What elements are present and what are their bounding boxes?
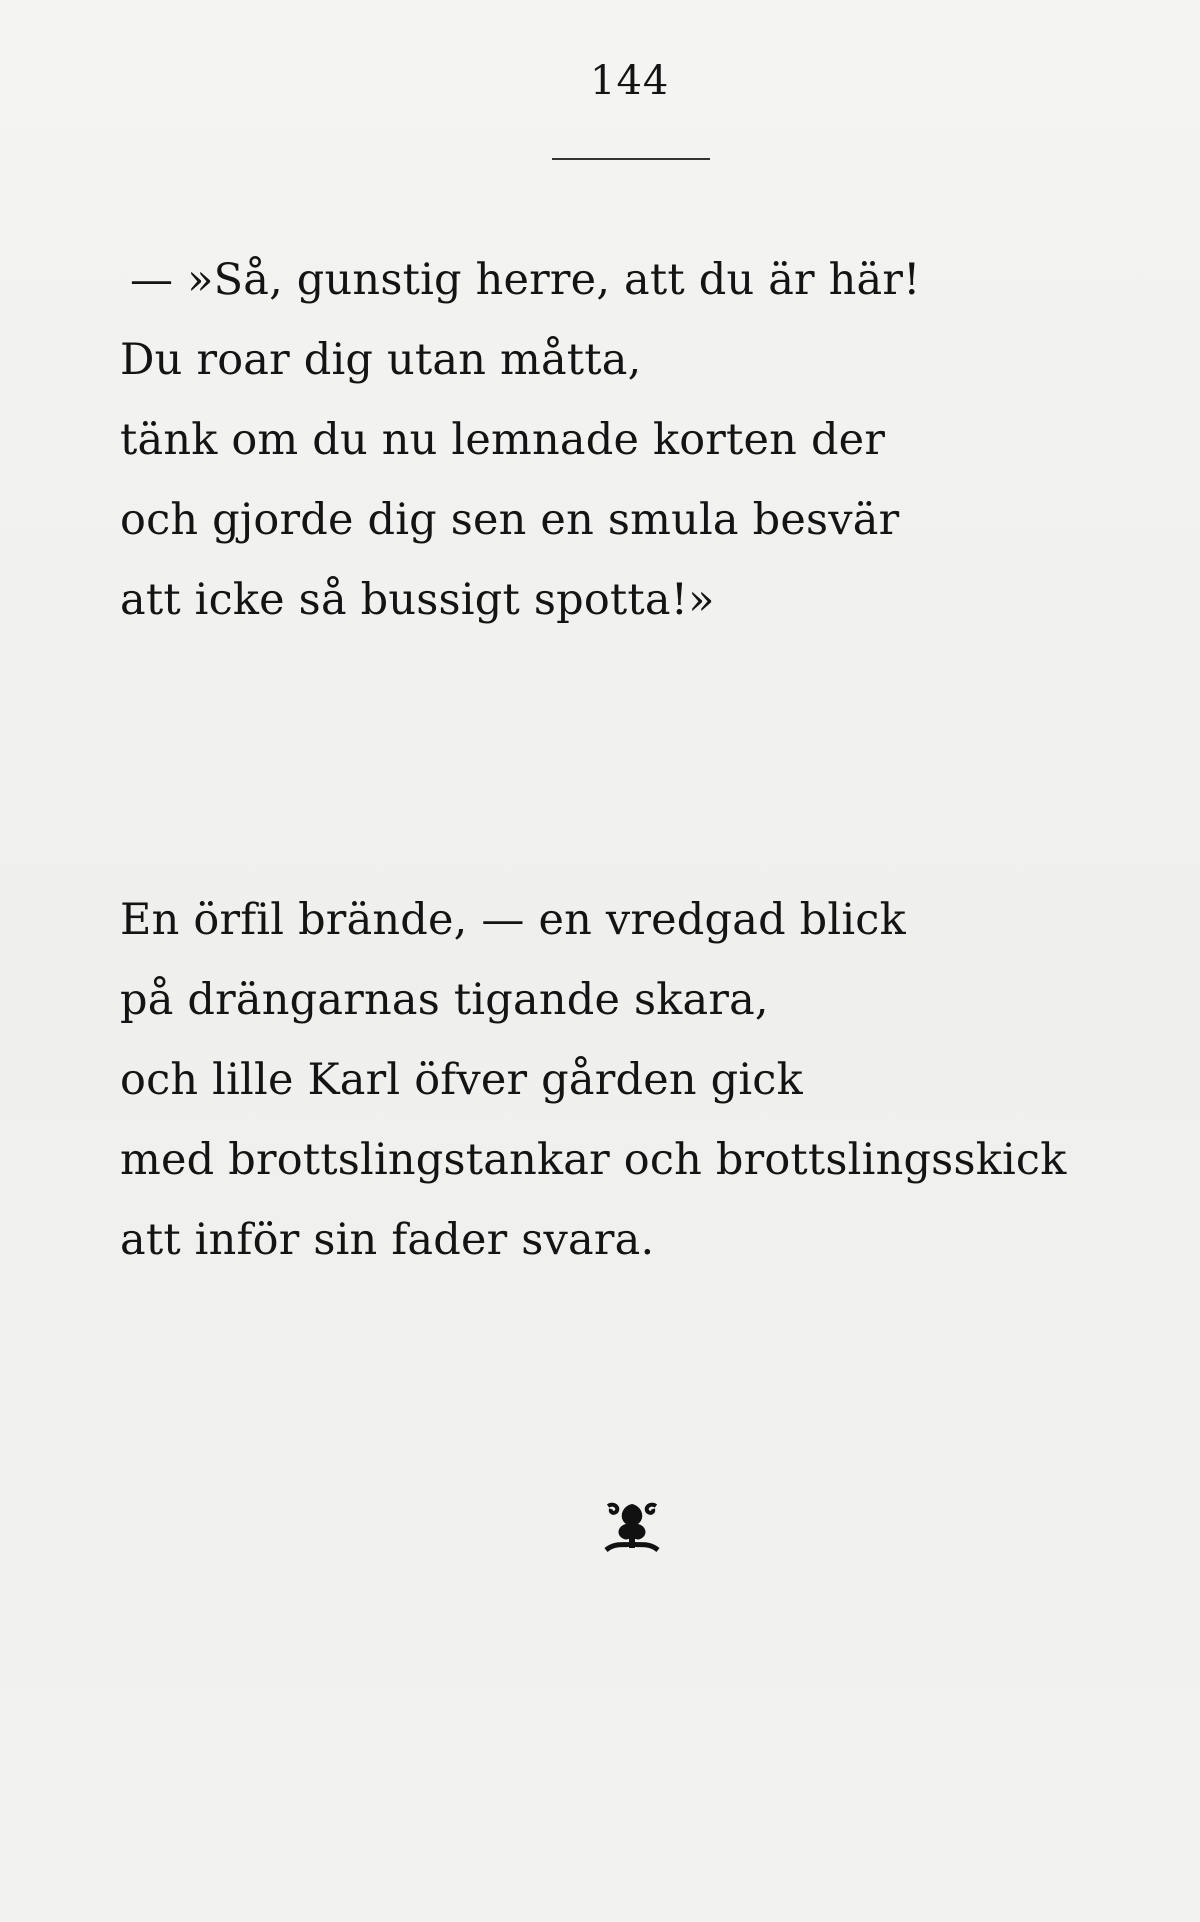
stanza-1 xyxy=(120,240,1120,640)
verse-line: att inför sin fader svara. xyxy=(120,1215,655,1265)
header-rule xyxy=(552,158,710,160)
verse-line: och gjorde dig sen en smula besvär xyxy=(120,495,900,545)
verse-line: på drängarnas tigande skara, xyxy=(120,975,769,1025)
verse-line: att icke så bussigt spotta!» xyxy=(120,575,715,625)
fleuron-icon xyxy=(598,1496,666,1558)
verse-line: och lille Karl öfver gården gick xyxy=(120,1055,803,1105)
verse-line: En örfil brände, — en vredgad blick xyxy=(120,895,906,945)
verse-line: tänk om du nu lemnade korten der xyxy=(120,415,886,465)
verse-line: Du roar dig utan måtta, xyxy=(120,335,642,385)
stanza-2 xyxy=(120,880,1120,1280)
page-number: 144 xyxy=(590,58,670,104)
verse-line: — »Så, gunstig herre, att du är här! xyxy=(130,255,921,305)
verse-line: med brottslingstankar och brottslingsskick xyxy=(120,1135,1067,1185)
